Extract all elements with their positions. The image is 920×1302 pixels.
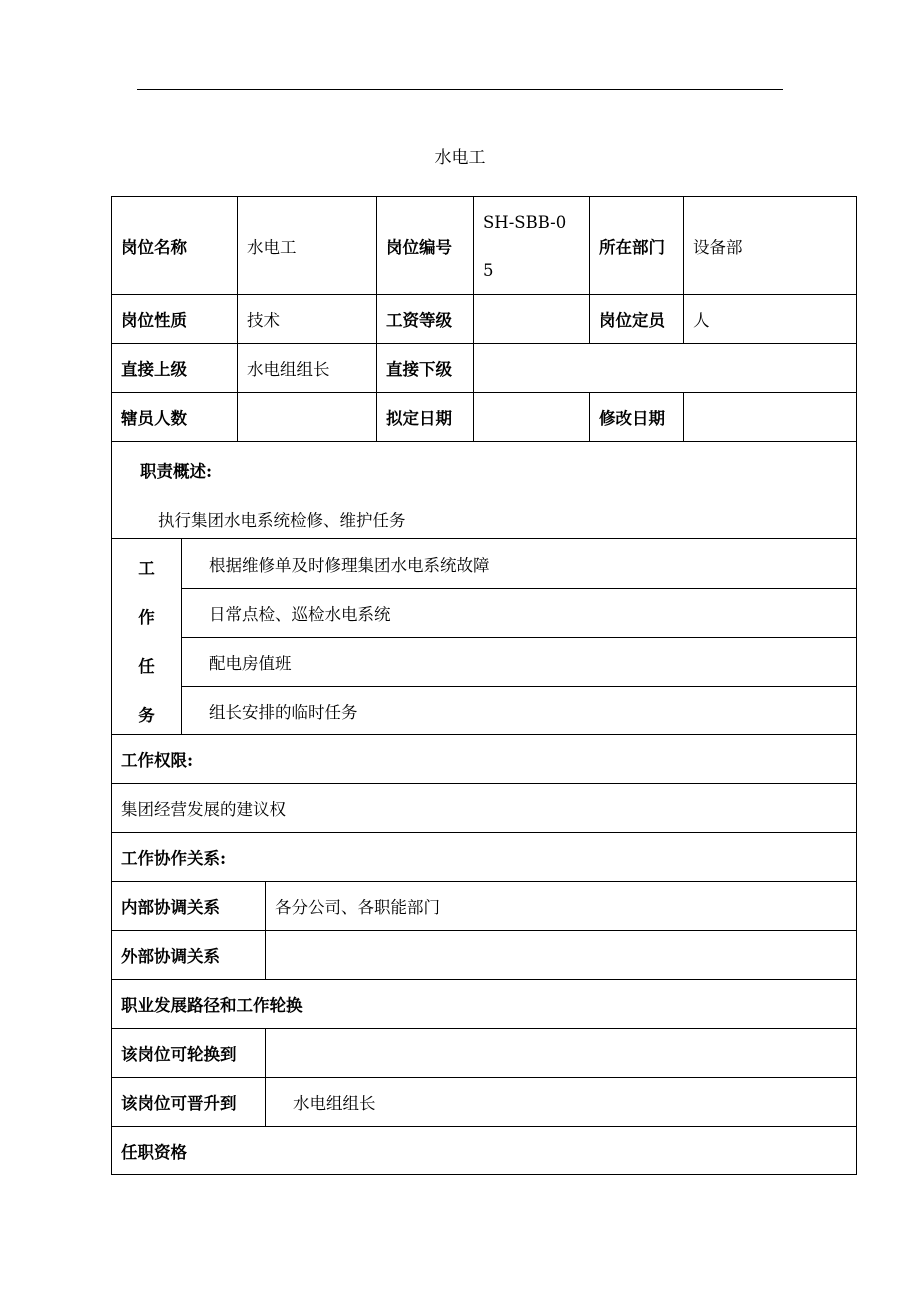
rotate-value bbox=[265, 1029, 856, 1077]
table-row bbox=[112, 1028, 856, 1077]
nature-label: 岗位性质 bbox=[121, 311, 187, 330]
subordinate-label: 直接下级 bbox=[376, 344, 473, 392]
job-description-table bbox=[111, 196, 857, 1175]
task-item: 配电房值班 bbox=[182, 637, 856, 686]
assistants-value bbox=[237, 393, 376, 441]
internal-relations-value: 各分公司、各职能部门 bbox=[265, 882, 856, 930]
header-rule bbox=[137, 89, 783, 90]
department-value: 设备部 bbox=[683, 197, 856, 294]
position-code-label: 岗位编号 bbox=[376, 197, 473, 294]
qualification-label: 任职资格 bbox=[121, 1142, 187, 1162]
position-code-line-1: SH-SBB-0 bbox=[483, 213, 567, 232]
authority-label: 工作权限: bbox=[121, 751, 194, 770]
tasks-label bbox=[112, 539, 181, 734]
revised-date-label: 修改日期 bbox=[589, 393, 683, 441]
table-row bbox=[112, 832, 856, 881]
table-row bbox=[112, 1077, 856, 1126]
table-row bbox=[112, 930, 856, 979]
task-item: 组长安排的临时任务 bbox=[182, 686, 856, 735]
authority-value: 集团经营发展的建议权 bbox=[121, 800, 286, 819]
salary-grade-value bbox=[473, 295, 589, 343]
nature-value: 技术 bbox=[237, 295, 376, 343]
tasks-list bbox=[181, 539, 856, 734]
headcount-label: 岗位定员 bbox=[589, 295, 683, 343]
external-relations-value bbox=[265, 931, 856, 979]
table-row bbox=[112, 392, 856, 441]
external-relations-label: 外部协调关系 bbox=[121, 947, 220, 966]
position-code-line-2: 5 bbox=[483, 261, 494, 280]
duties-row bbox=[112, 441, 856, 538]
internal-relations-label: 内部协调关系 bbox=[121, 898, 220, 917]
drafted-date-value bbox=[473, 393, 589, 441]
document-title: 水电工 bbox=[434, 148, 486, 168]
relations-label: 工作协作关系: bbox=[121, 849, 227, 868]
subordinate-value bbox=[473, 344, 856, 392]
position-code-value bbox=[473, 197, 589, 294]
table-row bbox=[112, 294, 856, 343]
tasks-label-char: 工 bbox=[138, 559, 155, 578]
table-row bbox=[112, 979, 856, 1028]
duties-label: 职责概述: bbox=[140, 462, 213, 481]
department-label: 所在部门 bbox=[589, 197, 683, 294]
superior-value: 水电组组长 bbox=[237, 344, 376, 392]
assistants-label: 辖员人数 bbox=[121, 409, 187, 428]
table-row bbox=[112, 1126, 856, 1174]
duties-summary: 执行集团水电系统检修、维护任务 bbox=[158, 511, 406, 530]
salary-grade-label: 工资等级 bbox=[376, 295, 473, 343]
tasks-label-char: 务 bbox=[138, 706, 155, 725]
table-row bbox=[112, 734, 856, 783]
table-row bbox=[112, 783, 856, 832]
headcount-value: 人 bbox=[683, 295, 856, 343]
rotate-label: 该岗位可轮换到 bbox=[121, 1045, 237, 1064]
position-name-label: 岗位名称 bbox=[121, 237, 187, 257]
drafted-date-label: 拟定日期 bbox=[376, 393, 473, 441]
superior-label: 直接上级 bbox=[121, 360, 187, 379]
revised-date-value bbox=[683, 393, 856, 441]
table-row bbox=[112, 197, 856, 294]
promote-label: 该岗位可晋升到 bbox=[121, 1094, 237, 1113]
task-item: 根据维修单及时修理集团水电系统故障 bbox=[209, 555, 490, 575]
tasks-label-char: 作 bbox=[138, 608, 155, 627]
table-row bbox=[112, 343, 856, 392]
position-name-value: 水电工 bbox=[237, 197, 376, 294]
promote-value: 水电组组长 bbox=[265, 1078, 856, 1126]
tasks-label-char: 任 bbox=[138, 657, 155, 676]
table-row bbox=[112, 881, 856, 930]
task-item: 日常点检、巡检水电系统 bbox=[182, 588, 856, 637]
tasks-block bbox=[112, 538, 856, 734]
career-label: 职业发展路径和工作轮换 bbox=[121, 996, 303, 1015]
